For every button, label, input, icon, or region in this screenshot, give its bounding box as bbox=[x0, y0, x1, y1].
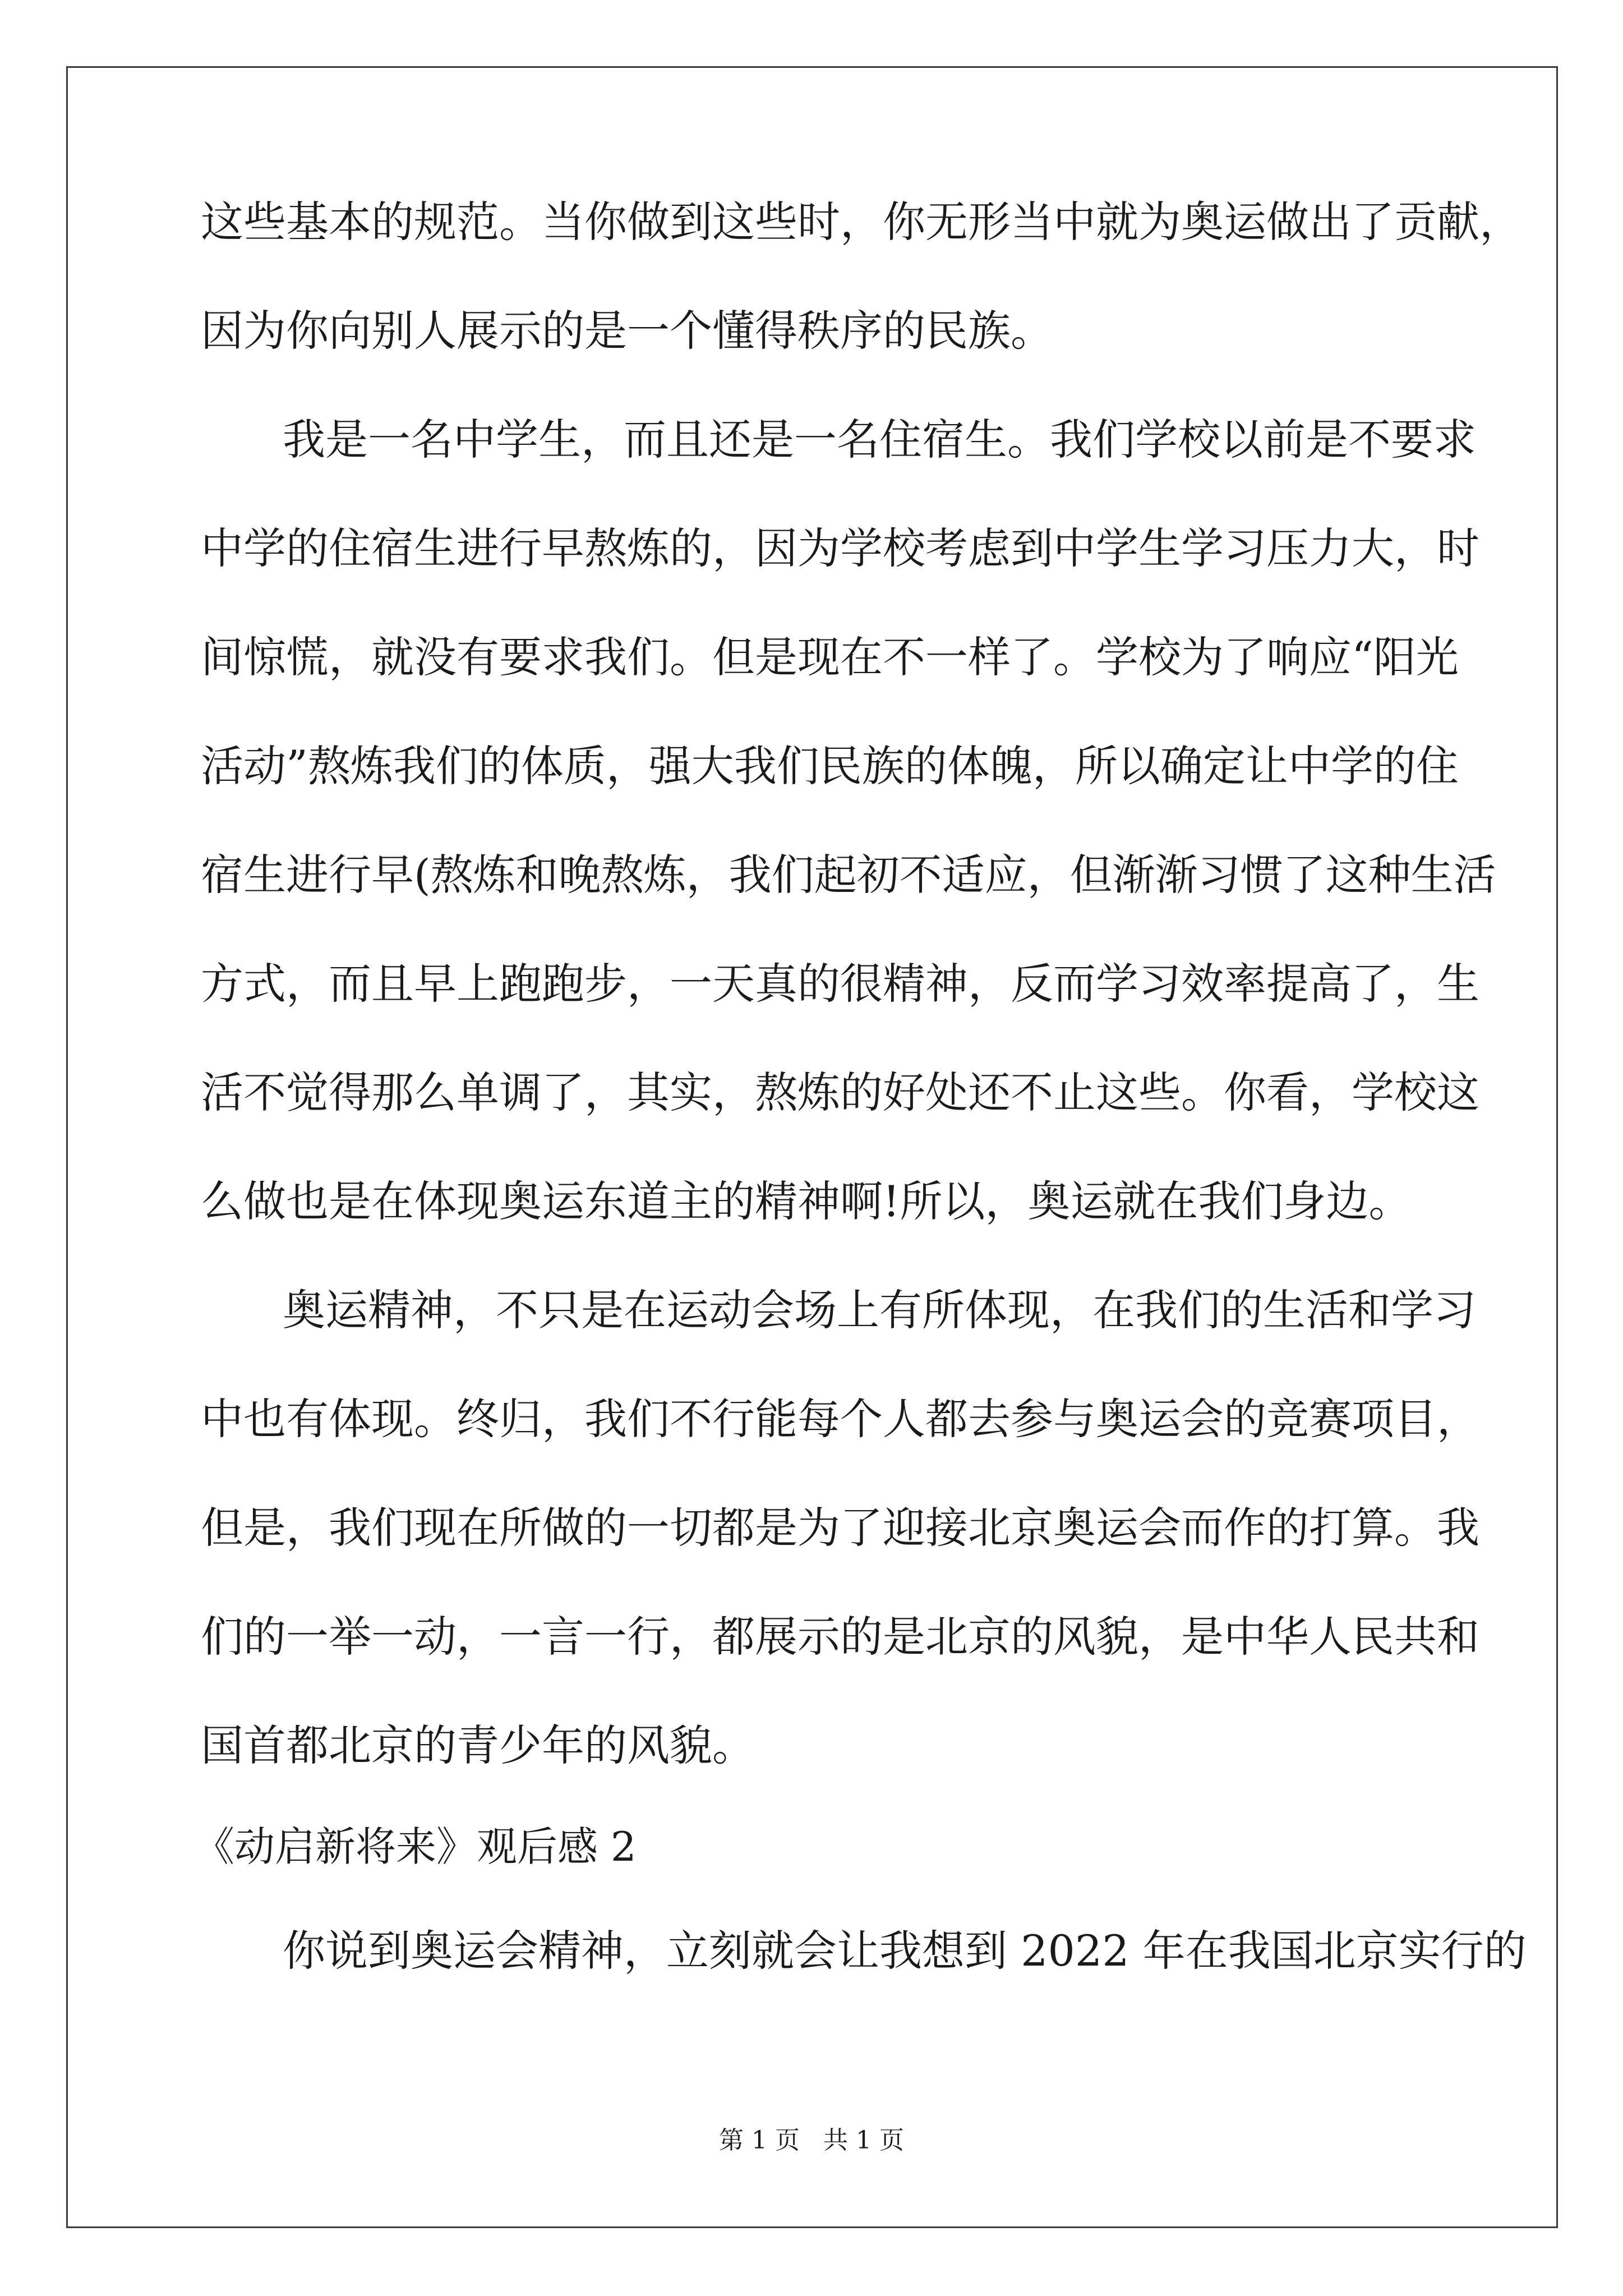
section-heading: 《动启新将来》观后感 2 bbox=[194, 1823, 637, 1870]
paragraph-line: 们的一举一动，一言一行，都展示的是北京的风貌，是中华人民共和 bbox=[201, 1612, 1479, 1662]
paragraph-line: 国首都北京的青少年的风貌。 bbox=[201, 1720, 755, 1770]
paragraph-line: 但是，我们现在所做的一切都是为了迎接北京奥运会而作的打算。我 bbox=[201, 1503, 1479, 1553]
paragraph-line: 方式，而且早上跑跑步，一天真的很精神，反而学习效率提高了，生 bbox=[201, 959, 1479, 1009]
paragraph-line: 我是一名中学生，而且还是一名住宿生。我们学校以前是不要求 bbox=[283, 415, 1476, 464]
paragraph-line: 宿生进行早(熬炼和晚熬炼，我们起初不适应，但渐渐习惯了这种生活 bbox=[201, 850, 1496, 900]
page-border bbox=[66, 66, 1558, 2228]
paragraph-line: 因为你向别人展示的是一个懂得秩序的民族。 bbox=[201, 306, 1053, 356]
paragraph-line: 这些基本的规范。当你做到这些时，你无形当中就为奥运做出了贡献， bbox=[201, 197, 1522, 247]
page-footer: 第 1 页 共 1 页 bbox=[719, 2126, 904, 2155]
paragraph-line: 你说到奥运会精神，立刻就会让我想到 2022 年在我国北京实行的 bbox=[283, 1926, 1527, 1976]
paragraph-line: 奥运精神，不只是在运动会场上有所体现，在我们的生活和学习 bbox=[283, 1285, 1476, 1335]
paragraph-line: 活动”熬炼我们的体质，强大我们民族的体魄，所以确定让中学的住 bbox=[201, 741, 1459, 791]
paragraph-line: 中也有体现。终归，我们不行能每个人都去参与奥运会的竞赛项目， bbox=[201, 1394, 1479, 1444]
paragraph-line: 中学的住宿生进行早熬炼的，因为学校考虑到中学生学习压力大，时 bbox=[201, 523, 1479, 573]
paragraph-line: 么做也是在体现奥运东道主的精神啊!所以，奥运就在我们身边。 bbox=[201, 1176, 1412, 1226]
paragraph-line: 活不觉得那么单调了，其实，熬炼的好处还不止这些。你看，学校这 bbox=[201, 1068, 1479, 1117]
paragraph-line: 间惊慌，就没有要求我们。但是现在不一样了。学校为了响应“阳光 bbox=[201, 632, 1459, 682]
